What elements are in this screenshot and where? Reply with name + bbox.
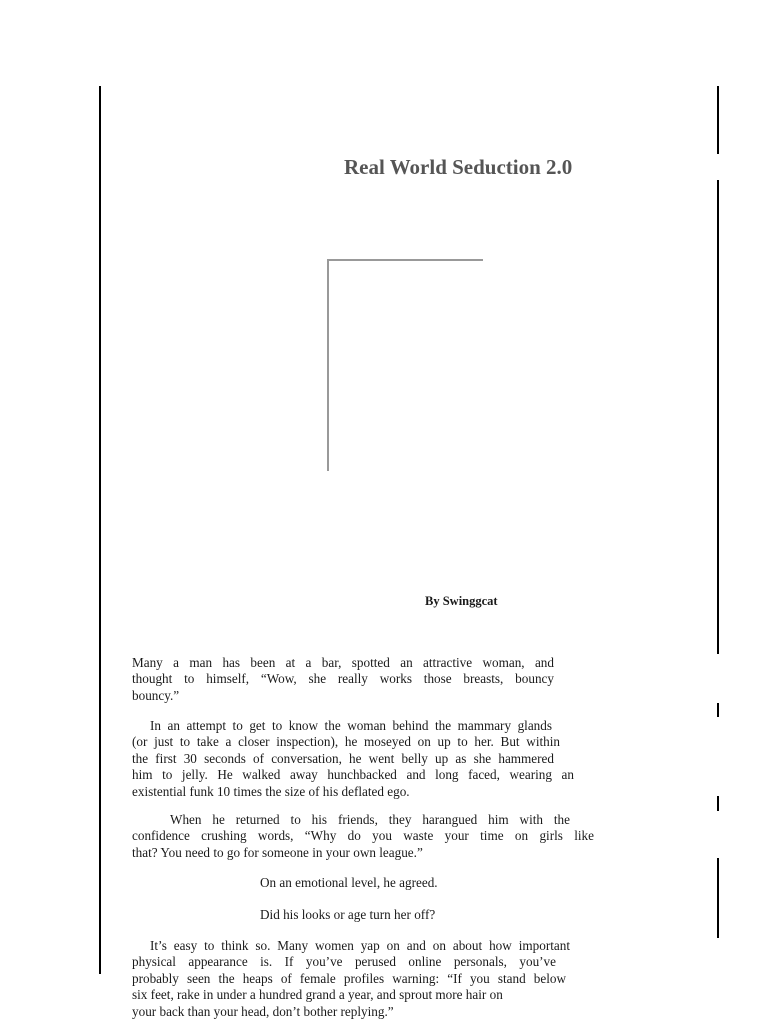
text-line: (or just to take a closer inspection), he moseyed on up to her. But within (132, 734, 560, 750)
text-line: In an attempt to get to know the woman behind the mammary glands (150, 718, 552, 733)
author-byline: By Swinggcat (425, 594, 498, 608)
right-margin-rule-5 (717, 858, 719, 938)
text-line: your back than your head, don’t bother replying.” (132, 1003, 394, 1019)
image-frame-top-border (327, 259, 483, 261)
right-margin-rule-2 (717, 180, 719, 654)
right-margin-rule-4 (717, 796, 719, 811)
centered-line-agreed: On an emotional level, he agreed. (260, 875, 438, 890)
paragraph-friends (132, 812, 594, 861)
right-margin-rule-3 (717, 703, 719, 717)
text-line: the first 30 seconds of conversation, he went belly up as she hammered (132, 750, 554, 766)
text-line: probably seen the heaps of female profiles warning: “If you stand below (132, 970, 566, 986)
text-line: When he returned to his friends, they harangued him with the (170, 812, 570, 827)
centered-line-question: Did his looks or age turn her off? (260, 907, 436, 922)
paragraph-approach (132, 718, 574, 800)
document-title: Real World Seduction 2.0 (344, 155, 573, 179)
text-line: existential funk 10 times the size of his deflated ego. (132, 783, 410, 799)
text-line: confidence crushing words, “Why do you waste your time on girls like (132, 828, 594, 844)
text-line: Many a man has been at a bar, spotted an attractive woman, and (132, 655, 554, 670)
image-frame-left-border (327, 259, 329, 471)
text-line: thought to himself, “Wow, she really works those breasts, bouncy (132, 671, 554, 687)
text-line: him to jelly. He walked away hunchbacked and long faced, wearing an (132, 767, 574, 783)
text-line: It’s easy to think so. Many women yap on and on about how important (150, 938, 570, 953)
right-margin-rule-1 (717, 86, 719, 154)
paragraph-appearance (132, 938, 570, 1020)
left-margin-rule (99, 86, 101, 974)
text-line: bouncy.” (132, 687, 180, 703)
text-line: six feet, rake in under a hundred grand a year, and sprout more hair on (132, 987, 503, 1003)
text-line: that? You need to go for someone in your own league.” (132, 844, 423, 860)
text-line: physical appearance is. If you’ve perused online personals, you’ve (132, 954, 556, 970)
paragraph-intro (132, 655, 554, 704)
